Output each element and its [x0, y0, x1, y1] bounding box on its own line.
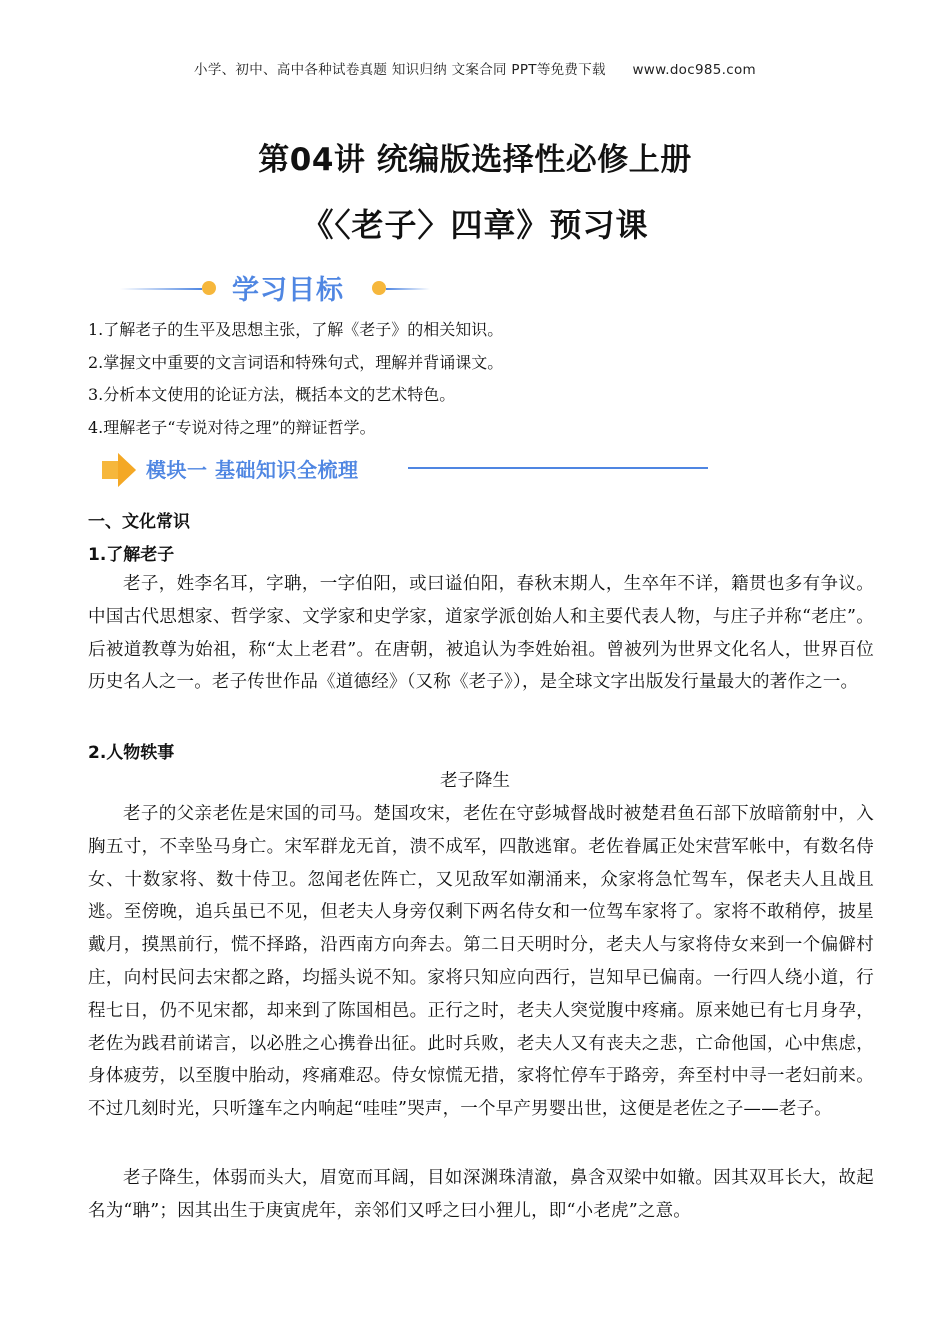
top-banner: [0, 58, 950, 78]
goal-item: 4.理解老子“专说对待之理”的辩证哲学。: [88, 417, 376, 437]
goal-item: 3.分析本文使用的论证方法，概括本文的艺术特色。: [88, 385, 456, 404]
subsection-heading: 1.了解老子: [88, 545, 175, 565]
subsection-heading: 2.人物轶事: [88, 743, 175, 763]
goal-item: 2.掌握文中重要的文言词语和特殊句式，理解并背诵课文。: [88, 352, 504, 372]
arrow-right-icon: [100, 452, 138, 488]
body-paragraph: 老子降生，体弱而头大，眉宽而耳阔，目如深渊珠清澈，鼻含双梁中如辙。因其双耳长大，故起名为“聃”；因其出生于庚寅虎年，亲邻们又呼之曰小狸儿，即“小老虎”之意。: [88, 1168, 874, 1221]
banner-dot-icon: [372, 281, 386, 295]
module-banner: [100, 450, 710, 490]
page-title: 第04讲 统编版选择性必修上册: [258, 142, 692, 178]
banner-line-right: [386, 288, 430, 290]
banner-dot-icon: [202, 281, 216, 295]
banner-text: 小学、初中、高中各种试卷真题 知识归纳 文案合同 PPT等免费下载: [194, 62, 606, 78]
goal-item: 1.了解老子的生平及思想主张，了解《老子》的相关知识。: [88, 320, 504, 339]
goals-heading: 学习目标: [232, 275, 344, 306]
page-subtitle: 《〈老子〉四章》预习课: [301, 206, 649, 244]
story-title: 老子降生: [440, 771, 510, 791]
section-heading: 一、文化常识: [88, 512, 190, 532]
module-heading: 模块一 基础知识全梳理: [146, 458, 359, 482]
banner-line-left: [120, 288, 202, 290]
module-rule: [408, 467, 708, 469]
body-paragraph: 老子的父亲老佐是宋国的司马。楚国攻宋，老佐在守彭城督战时被楚君鱼石部下放暗箭射中，入胸五寸，不幸坠马身亡。宋军群龙无首，溃不成军，四散逃窜。老佐眷属正处宋营军帐中，有数名侍女、十数家将、数十侍卫。忽闻老佐阵亡，又见敌军如潮涌来，众家将急忙驾车，保老夫人且战且逃。至傍晚，追兵虽已不见，但老夫人身旁仅剩下两名侍女和一位驾车家将了。家将不敢稍停，披星戴月，摸黑前行，慌不择路，沿西南方向奔去。第二日天明时分，老夫人与家将侍女来到一个偏僻村庄，向村民问去宋都之路，均摇头说不知。家将只知应向西行，岂知早已偏南。一行四人绕小道，行程七日，仍不见宋都，却来到了陈国相邑。正行之时，老夫人突觉腹中疼痛。原来她已有七月身孕，老佐为践君前诺言，以必胜之心携眷出征。此时兵败，老夫人又有丧夫之悲，亡命他国，心中焦虑，身体疲劳，以至腹中胎动，疼痛难忍。侍女惊慌无措，家将忙停车于路旁，奔至村中寻一老妇前来。不过几刻时光，只听篷车之内响起“哇哇”哭声，一个早产男婴出世，这便是老佐之子——老子。: [88, 804, 874, 1120]
goals-banner: [120, 268, 430, 312]
goals-list: [88, 314, 888, 444]
body-paragraph: 老子，姓李名耳，字聃，一字伯阳，或曰谥伯阳，春秋末期人，生卒年不详，籍贯也多有争议。中国古代思想家、哲学家、文学家和史学家，道家学派创始人和主要代表人物，与庄子并称“老庄”。后被道教尊为始祖，称“太上老君”。在唐朝，被追认为李姓始祖。曾被列为世界文化名人，世界百位历史名人之一。老子传世作品《道德经》（又称《老子》），是全球文字出版发行量最大的著作之一。: [88, 574, 874, 693]
site-link[interactable]: www.doc985.com: [632, 62, 756, 78]
